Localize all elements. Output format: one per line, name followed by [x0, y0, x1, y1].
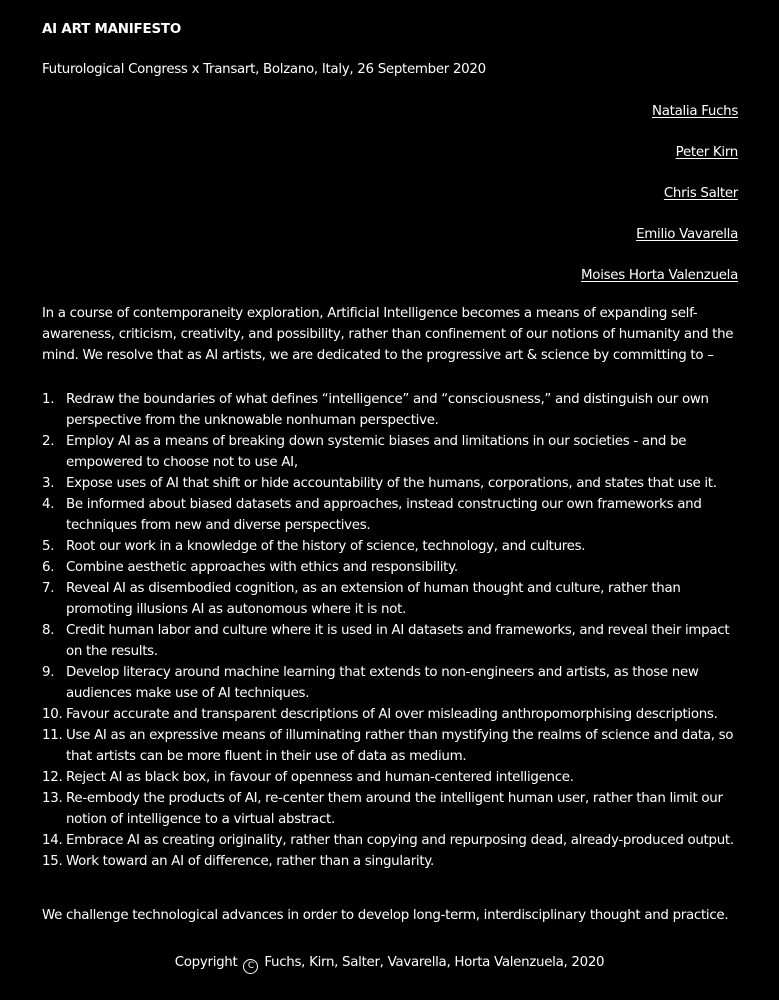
item-text: Embrace AI as creating originality, rather than copying and repurposing dead, already-produced output.: [66, 833, 734, 848]
author-link-peter-kirn[interactable]: Peter Kirn: [675, 145, 738, 160]
item-text: Combine aesthetic approaches with ethics and responsibility.: [66, 560, 458, 575]
author-link-emilio-vavarella[interactable]: Emilio Vavarella: [636, 227, 738, 242]
item-number: 10.: [42, 707, 63, 722]
list-item: [42, 431, 742, 473]
item-text: Redraw the boundaries of what defines “intelligence” and “consciousness,” and distinguish our own perspective from the unknowable nonhuman perspective.: [66, 392, 709, 428]
item-number: 3.: [42, 476, 55, 491]
list-item: [42, 578, 742, 620]
item-number: 2.: [42, 434, 55, 449]
item-number: 13.: [42, 791, 63, 806]
item-text: Be informed about biased datasets and approaches, instead constructing our own frameworks and techniques from new and diverse perspectives.: [66, 497, 702, 533]
list-item: [42, 788, 742, 830]
list-item: [42, 557, 742, 578]
item-text: Credit human labor and culture where it is used in AI datasets and frameworks, and reveal their impact on the results.: [66, 623, 730, 659]
item-number: 6.: [42, 560, 55, 575]
item-number: 11.: [42, 728, 63, 743]
item-text: Reveal AI as disembodied cognition, as an extension of human thought and culture, rather than promoting illusions AI as autonomous where it is not.: [66, 581, 681, 617]
list-item: [42, 767, 742, 788]
list-item: [42, 536, 742, 557]
item-number: 5.: [42, 539, 55, 554]
item-text: Develop literacy around machine learning that extends to non-engineers and artists, as those new audiences make use of AI techniques.: [66, 665, 699, 701]
list-item: [42, 725, 742, 767]
author-link-chris-salter[interactable]: Chris Salter: [663, 186, 738, 201]
list-item: [42, 662, 742, 704]
item-text: Root our work in a knowledge of the history of science, technology, and cultures.: [66, 539, 586, 554]
copyright-footer: [0, 955, 779, 974]
list-item: [42, 389, 742, 431]
item-number: 15.: [42, 854, 63, 869]
item-text: Reject AI as black box, in favour of openness and human-centered intelligence.: [66, 770, 574, 785]
item-text: Re-embody the products of AI, re-center them around the intelligent human user, rather than limit our notion of intelligence to a virtual abstract.: [66, 791, 723, 827]
item-number: 7.: [42, 581, 55, 596]
item-text: Favour accurate and transparent descriptions of AI over misleading anthropomorphising descriptions.: [66, 707, 718, 722]
list-item: [42, 473, 742, 494]
item-number: 4.: [42, 497, 55, 512]
event-subtitle: Futurological Congress x Transart, Bolzano, Italy, 26 September 2020: [42, 62, 486, 77]
item-text: Use AI as an expressive means of illuminating rather than mystifying the realms of science and data, so that artists can be more fluent in their use of data as medium.: [66, 728, 734, 764]
list-item: [42, 830, 742, 851]
author-link-natalia-fuchs[interactable]: Natalia Fuchs: [652, 104, 738, 119]
intro-paragraph: In a course of contemporaneity exploration, Artificial Intelligence becomes a means of expanding self-awareness, criticism, creativity, and possibility, rather than confinement of our notions of humanity and the mind. We resolve that as AI artists, we are dedicated to the progressive art & science by committing to –: [42, 306, 734, 363]
item-number: 8.: [42, 623, 55, 638]
item-number: 9.: [42, 665, 55, 680]
list-item: [42, 620, 742, 662]
author-link-moises-horta-valenzuela[interactable]: Moises Horta Valenzuela: [581, 268, 738, 283]
list-item: [42, 851, 742, 872]
manifesto-list: [42, 389, 742, 872]
item-number: 1.: [42, 392, 55, 407]
list-item: [42, 704, 742, 725]
item-text: Employ AI as a means of breaking down systemic biases and limitations in our societies - and be empowered to choose not to use AI,: [66, 434, 687, 470]
list-item: [42, 494, 742, 536]
copyright-holders: Fuchs, Kirn, Salter, Vavarella, Horta Valenzuela, 2020: [264, 955, 605, 970]
item-text: Work toward an AI of difference, rather than a singularity.: [66, 854, 434, 869]
author-list: [581, 101, 738, 306]
page-title: AI ART MANIFESTO: [42, 22, 182, 37]
copyright-label: Copyright: [174, 955, 238, 970]
copyright-icon: C: [243, 959, 258, 974]
closing-statement: We challenge technological advances in order to develop long-term, interdisciplinary thought and practice.: [42, 908, 729, 923]
item-text: Expose uses of AI that shift or hide accountability of the humans, corporations, and states that use it.: [66, 476, 717, 491]
item-number: 14.: [42, 833, 63, 848]
item-number: 12.: [42, 770, 63, 785]
